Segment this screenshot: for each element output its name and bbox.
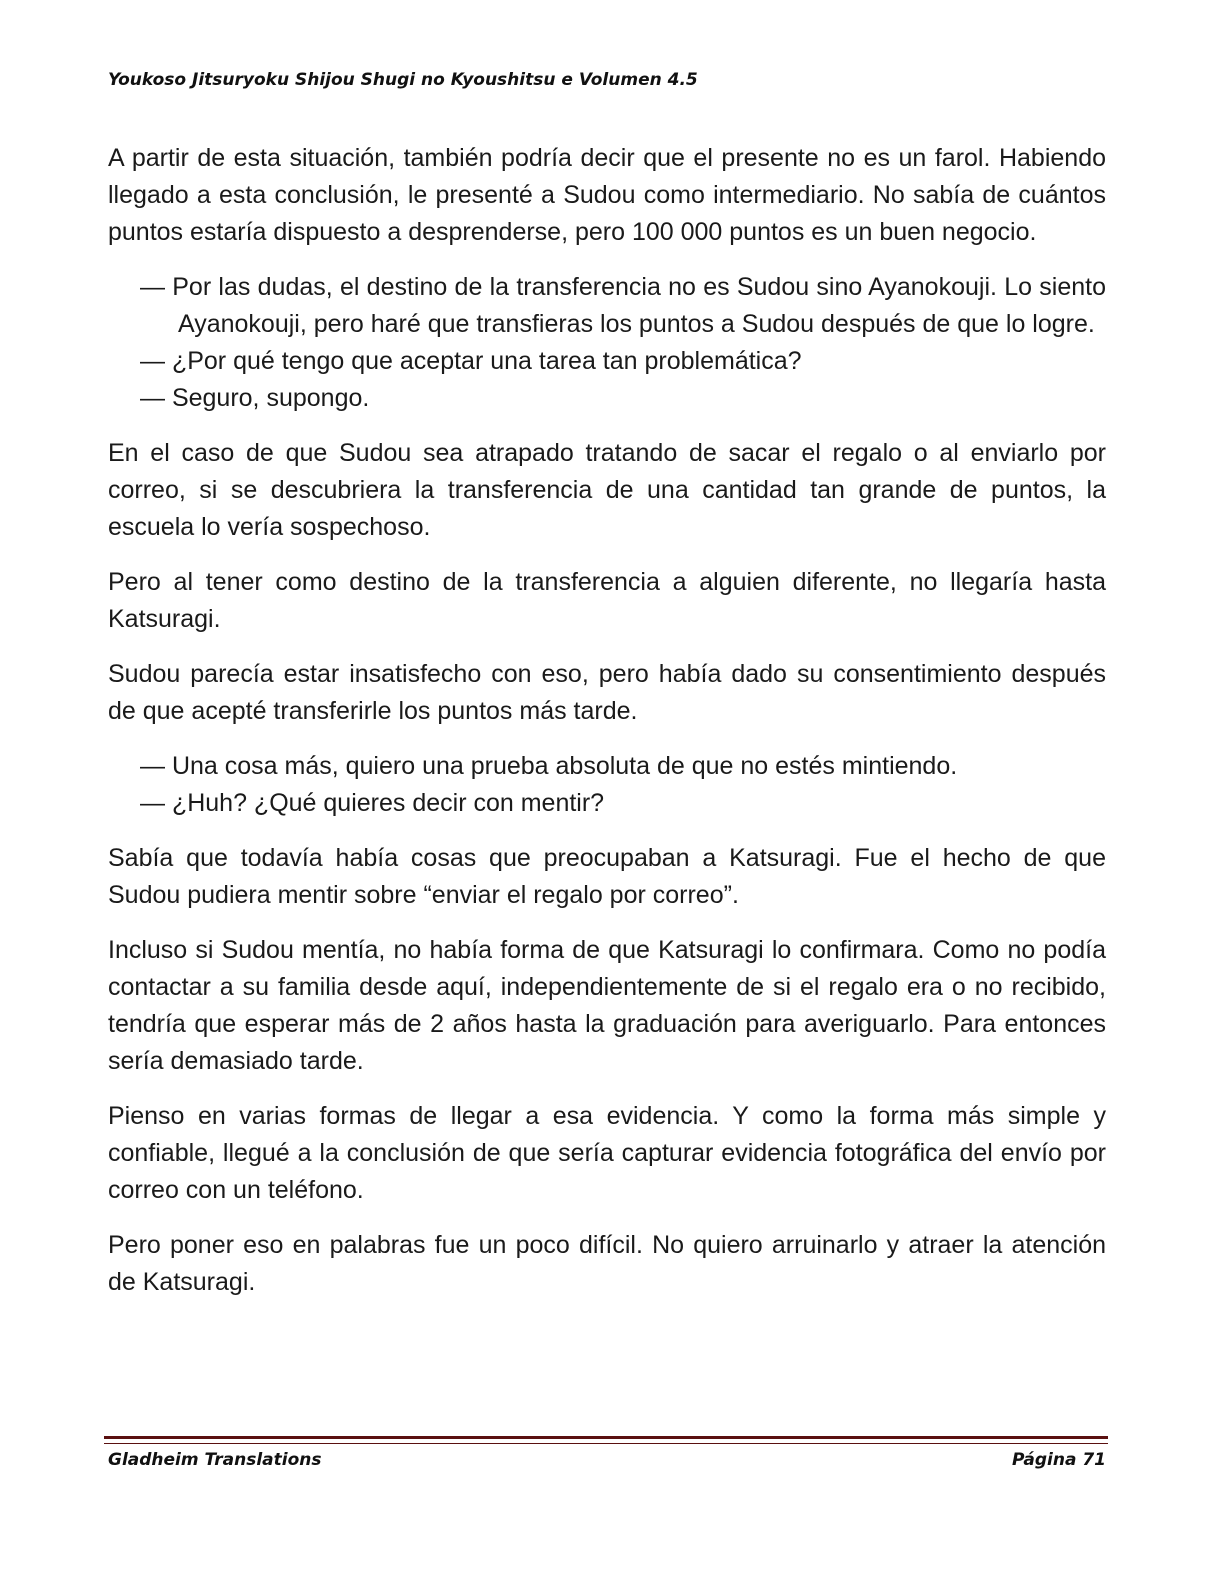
page-body xyxy=(108,140,1106,1319)
paragraph: A partir de esta situación, también podría decir que el presente no es un farol. Habiendo llegado a esta conclusión, le presenté a Sudou como intermediario. No sabía de cuántos puntos estaría dispuesto a desprenderse, pero 100 000 puntos es un buen negocio. xyxy=(108,144,1106,246)
paragraph: Incluso si Sudou mentía, no había forma de que Katsuragi lo confirmara. Como no podía contactar a su familia desde aquí, independientemente de si el regalo era o no recibido, tendría que esperar más de 2 años hasta la graduación para averiguarlo. Para entonces sería demasiado tarde. xyxy=(108,936,1106,1075)
paragraph: Pienso en varias formas de llegar a esa evidencia. Y como la forma más simple y confiable, llegué a la conclusión de que sería capturar evidencia fotográfica del envío por correo con un teléfono. xyxy=(108,1102,1106,1204)
dialogue-line: — Una cosa más, quiero una prueba absoluta de que no estés mintiendo. xyxy=(140,752,958,780)
dialogue-block xyxy=(108,269,1106,417)
footer-divider xyxy=(104,1436,1108,1444)
paragraph: En el caso de que Sudou sea atrapado tratando de sacar el regalo o al enviarlo por correo, si se descubriera la transferencia de una cantidad tan grande de puntos, la escuela lo vería sospechoso. xyxy=(108,439,1106,541)
footer-publisher: Gladheim Translations xyxy=(108,1450,322,1470)
paragraph: Sudou parecía estar insatisfecho con eso, pero había dado su consentimiento después de que acepté transferirle los puntos más tarde. xyxy=(108,660,1106,725)
footer-page-number: Página 71 xyxy=(1012,1450,1106,1470)
dialogue-line: — Seguro, supongo. xyxy=(140,384,370,412)
dialogue-line: — ¿Por qué tengo que aceptar una tarea tan problemática? xyxy=(140,347,802,375)
paragraph: Pero al tener como destino de la transferencia a alguien diferente, no llegaría hasta Katsuragi. xyxy=(108,568,1106,633)
dialogue-block xyxy=(108,748,1106,822)
dialogue-line: — ¿Huh? ¿Qué quieres decir con mentir? xyxy=(140,789,605,817)
page-header-title: Youkoso Jitsuryoku Shijou Shugi no Kyoushitsu e Volumen 4.5 xyxy=(108,70,698,90)
paragraph: Sabía que todavía había cosas que preocupaban a Katsuragi. Fue el hecho de que Sudou pudiera mentir sobre “enviar el regalo por correo”. xyxy=(108,844,1106,909)
dialogue-line: — Por las dudas, el destino de la transferencia no es Sudou sino Ayanokouji. Lo siento Ayanokouji, pero haré que transfieras los puntos a Sudou después de que lo logre. xyxy=(140,273,1106,338)
paragraph: Pero poner eso en palabras fue un poco difícil. No quiero arruinarlo y atraer la atención de Katsuragi. xyxy=(108,1231,1106,1296)
